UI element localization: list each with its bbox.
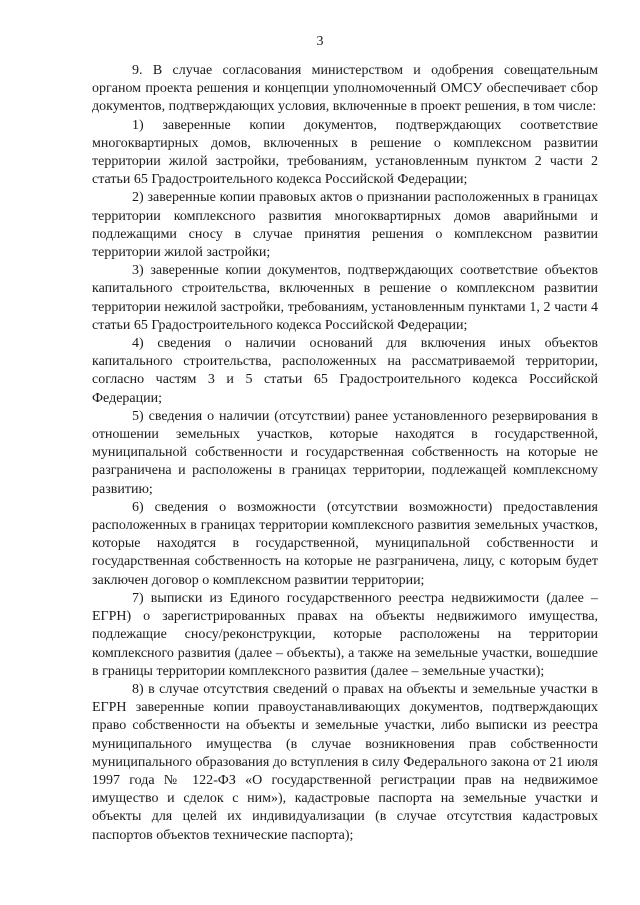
list-item-6: 6) сведения о возможности (отсутствии возможности) предоставления расположенных в границах территории комплексного развития земельных участков, которые находятся в государственной, муниципальной собственности и государственная собственность на которые не разграничена, лицу, с которым будет заключен договор о комплексном развитии территории; <box>92 499 598 588</box>
page-number: 3 <box>316 34 324 49</box>
list-item-8: 8) в случае отсутствия сведений о правах на объекты и земельные участки в ЕГРН заверенные копии правоустанавливающих документов, подтверждающих право собственности на объекты и земельные участки, либо выписки из реестра муниципального имущества (в случае возникновения прав собственности муниципального образования до вступления в силу Федерального закона от 21 июля 1997 года № 122-ФЗ «О государственной регистрации прав на недвижимое имущество и сделок с ним»), кадастровые паспорта на земельные участки и объекты для целей их индивидуализации (в случае отсутствия кадастровых паспортов объектов технические паспорта); <box>92 681 598 843</box>
list-item-1: 1) заверенные копии документов, подтверждающих соответствие многоквартирных домов, включенных в решение о комплексном развитии территории жилой застройки, требованиям, установленным пунктом 2 части 2 статьи 65 Градостроительного кодекса Российской Федерации; <box>92 117 598 188</box>
section-9-intro: 9. В случае согласования министерством и одобрения совещательным органом проекта решения и концепции уполномоченный ОМСУ обеспечивает сбор документов, подтверждающих условия, включенные в проект решения, в том числе: <box>92 63 598 115</box>
document-body <box>92 62 598 845</box>
list-item-5: 5) сведения о наличии (отсутствии) ранее установленного резервирования в отношении земельных участков, которые находятся в государственной, муниципальной собственности и государственная собственность на которые не разграничена и расположены в границах территории, подлежащей комплексному развитию; <box>92 408 598 497</box>
list-item-2: 2) заверенные копии правовых актов о признании расположенных в границах территории комплексного развития многоквартирных домов аварийными и подлежащими сносу в случае принятия решения о комплексном развитии территории жилой застройки; <box>92 190 598 261</box>
list-item-7: 7) выписки из Единого государственного реестра недвижимости (далее – ЕГРН) о зарегистрированных правах на объекты недвижимого имущества, подлежащие сносу/реконструкции, которые расположены на территории комплексного развития (далее – объекты), а также на земельные участки, вошедшие в границы территории комплексного развития (далее – земельные участки); <box>92 590 598 679</box>
list-item-4: 4) сведения о наличии оснований для включения иных объектов капитального строительства, расположенных на рассматриваемой территории, согласно частям 3 и 5 статьи 65 Градостроительного кодекса Российской Федерации; <box>92 336 598 406</box>
list-item-3: 3) заверенные копии документов, подтверждающих соответствие объектов капитального строительства, включенных в решение о комплексном развитии территории нежилой застройки, требованиям, установленным пунктами 1, 2 части 4 статьи 65 Градостроительного кодекса Российской Федерации; <box>92 263 598 333</box>
